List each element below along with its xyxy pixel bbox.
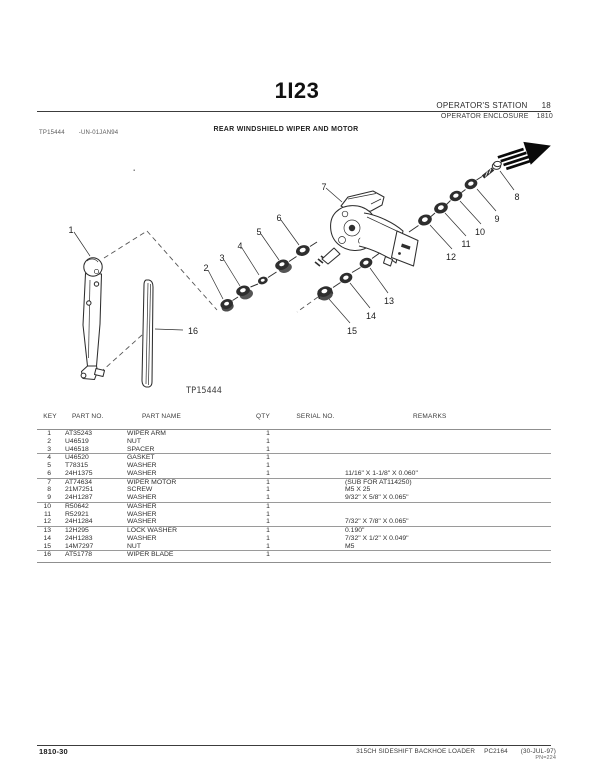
cell-part-name: WIPER ARM [127,430,166,437]
callout-1: 1 [68,225,74,235]
cell-qty: 1 [240,470,286,478]
table-row [37,543,551,551]
cell-remarks: 7/32" X 1/2" X 0.049" [345,534,409,542]
cell-serial [286,535,345,543]
cell-key: 9 [37,494,63,502]
cell-key: 10 [43,502,51,510]
footer-rule [37,745,551,746]
table-row [37,518,551,526]
callout-9: 9 [494,214,500,224]
callout-12: 12 [445,252,457,262]
scan-speck [134,170,136,172]
footer-publication-line [356,748,556,755]
callout-7: 7 [321,182,327,192]
part-4-gasket [257,275,269,285]
cell-serial [286,511,345,519]
cell-part-name: GASKET [127,454,155,462]
footer-date: (30-JUL-97) [520,748,556,755]
cell-qty: 1 [266,527,270,534]
cell-remarks: (SUB FOR AT114250) [345,478,412,486]
callout-6: 6 [276,213,282,223]
wiper-arm-drawing [81,258,104,380]
cell-qty: 1 [266,478,270,486]
cell-part-no: 21M7251 [65,486,94,494]
cell-serial [286,478,345,486]
cell-key: 15 [37,543,63,551]
cell-qty: 1 [266,462,270,469]
callout-3: 3 [219,253,225,263]
cell-remarks: 9/32" X 5/8" X 0.065" [345,494,551,502]
cell-part-no: 14M7297 [63,543,125,551]
cell-qty: 1 [266,534,270,542]
part-9-washer [463,177,479,191]
part-15-nut [316,285,334,303]
footer-catalog-number: PC2164 [484,748,508,755]
cell-serial [286,470,345,478]
cell-part-no: AT35243 [65,430,93,437]
cell-key: 1 [47,430,51,437]
station-page-number: 18 [541,101,551,110]
table-row [37,446,551,454]
cell-remarks: M5 [345,543,551,551]
cell-key: 16 [43,551,51,559]
table-row [37,462,551,470]
table-row [37,430,551,438]
cell-qty: 1 [240,446,286,454]
table-row [37,438,551,446]
cell-remarks [345,511,551,519]
table-row [37,494,551,502]
cell-serial [286,454,345,462]
cell-part-no: AT74634 [65,478,93,486]
cell-qty: 1 [266,454,270,462]
assembly-axis-dashed-lines [102,231,318,371]
cell-remarks [345,446,551,454]
cell-part-name: WASHER [125,518,240,526]
table-row [37,470,551,478]
callout-8: 8 [514,192,520,202]
cell-remarks: M5 X 25 [345,486,371,494]
cell-part-name: WASHER [125,494,240,502]
table-row [37,535,551,543]
cell-serial [286,527,345,535]
figure-title: REAR WINDSHIELD WIPER AND MOTOR [213,126,359,133]
station-label: OPERATOR'S STATION [436,101,528,110]
callout-5: 5 [256,227,262,237]
section-code: 1I23 [274,78,320,103]
cell-serial [286,486,345,494]
cell-serial [286,438,345,446]
cell-serial [286,551,345,563]
cell-key: 11 [43,510,51,518]
direction-arrow-icon [496,138,555,174]
cell-qty: 1 [266,551,270,559]
enclosure-label: OPERATOR ENCLOSURE [440,113,529,120]
callout-15: 15 [346,326,358,336]
cell-qty: 1 [266,502,270,510]
cell-remarks [345,462,551,470]
header-station-line [436,101,551,110]
cell-part-no: 12H295 [65,527,89,534]
cell-key: 7 [47,478,51,486]
part-5-washer [274,257,293,275]
cell-key: 12 [37,518,63,526]
col-qty: QTY [256,413,270,420]
cell-part-name: WIPER BLADE [127,551,174,559]
part-8-screw [483,161,501,177]
table-row [37,527,551,535]
cell-part-name: NUT [125,543,240,551]
parts-table-header [37,413,551,430]
callout-16: 16 [187,326,199,336]
cell-part-no: 24H1375 [63,470,125,478]
footer-model: 315CH SIDESHIFT BACKHOE LOADER [356,748,476,755]
cell-qty: 1 [266,437,270,445]
cell-part-no: 24H1287 [63,494,125,502]
cell-part-no: U46520 [65,454,89,462]
cell-qty: 1 [266,430,270,437]
cell-part-no: 24H1283 [65,534,93,542]
figure-caption: TP15444 [186,386,222,396]
wiper-motor-drawing [315,191,418,266]
cell-serial [286,430,345,438]
table-row [37,551,551,563]
cell-part-name: LOCK WASHER [127,527,177,534]
cell-key: 13 [43,527,51,534]
callout-14: 14 [365,311,377,321]
cell-remarks [345,438,551,446]
cell-qty: 1 [266,486,270,494]
cell-key: 6 [37,470,63,478]
footer-page-code: 1810-30 [39,747,68,756]
cell-part-no: AT51778 [65,551,93,559]
cell-part-name: WASHER [127,534,157,542]
table-row [37,511,551,519]
cell-serial [286,494,345,502]
col-key: KEY [43,413,57,420]
parts-table-body [37,430,551,563]
table-row [37,486,551,494]
part-12-washer [417,213,434,228]
cell-key: 14 [43,534,51,542]
cell-key: 3 [37,446,63,454]
cell-part-name: SCREW [127,486,153,494]
cell-qty: 1 [240,494,286,502]
cell-part-name: SPACER [125,446,240,454]
cell-serial [286,518,345,526]
callout-11: 11 [461,239,471,249]
cell-part-name: WASHER [127,502,157,510]
cell-key: 8 [47,486,51,494]
cell-part-no: R50642 [65,502,89,510]
table-row [37,478,551,486]
cell-part-name: WIPER MOTOR [127,478,177,486]
col-serial-no: SERIAL NO. [296,413,335,420]
cell-part-name: NUT [127,437,141,445]
cell-remarks: 11/16" X 1-1/8" X 0.060" [345,470,551,478]
col-part-no: PART NO. [72,413,104,420]
cell-part-no: T78315 [65,462,89,469]
cell-serial [286,502,345,510]
cell-qty: 1 [240,518,286,526]
callout-10: 10 [474,227,486,237]
figure-id: TP15444 [39,130,65,136]
cell-part-name: WASHER [127,462,157,469]
cell-key: 4 [47,454,51,462]
callout-leader-lines [74,171,514,330]
cell-part-no: R52921 [65,510,89,518]
cell-remarks [345,502,551,510]
callout-4: 4 [237,241,243,251]
col-part-name: PART NAME [142,413,182,420]
wiper-blade-drawing [142,280,153,387]
cell-serial [286,446,345,454]
cell-qty: 1 [266,510,270,518]
part-3-spacer [235,283,254,301]
figure-revision: -UN-01JAN94 [78,130,119,136]
part-6-washer [295,243,312,257]
table-row [37,454,551,462]
cell-remarks: 7/32" X 7/8" X 0.065" [345,518,551,526]
cell-key: 2 [47,437,51,445]
header-enclosure-line [441,113,553,120]
enclosure-page-number: 1810 [536,113,553,120]
callout-2: 2 [203,263,209,273]
footer-print-number: PN=224 [535,755,556,761]
col-remarks: REMARKS [413,413,447,420]
cell-serial [286,543,345,551]
cell-key: 5 [47,462,51,469]
cell-remarks [345,454,551,462]
exploded-parts-diagram [30,138,570,406]
cell-part-name: WASHER [127,510,157,518]
parts-table [37,413,551,563]
cell-remarks: 0.190" [345,527,365,534]
cell-serial [286,462,345,470]
header-rule [37,111,551,112]
callout-13: 13 [383,296,395,306]
table-row [37,502,551,510]
cell-remarks [345,551,551,563]
cell-part-no: U46519 [65,437,89,445]
cell-qty: 1 [240,543,286,551]
cell-part-no: U46518 [63,446,125,454]
cell-part-name: WASHER [125,470,240,478]
cell-part-no: 24H1284 [63,518,125,526]
cell-remarks [345,430,551,438]
